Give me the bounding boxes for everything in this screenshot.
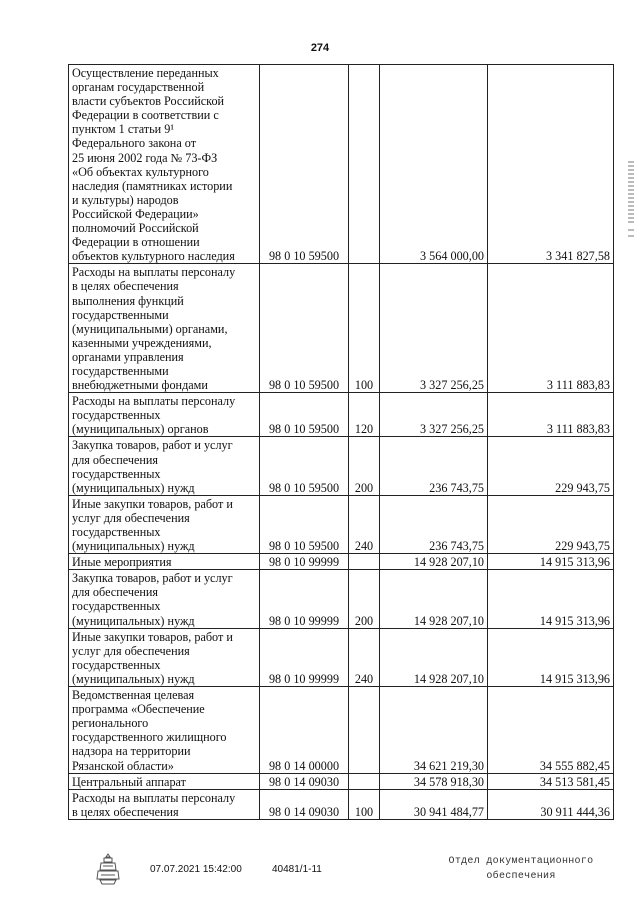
row-code-cell (260, 437, 349, 495)
row-code-cell (260, 570, 349, 628)
row-amount-2-cell (488, 437, 614, 495)
row-code-cell (260, 554, 349, 570)
row-name-text: Расходы на выплаты персоналу в целях обеспечения выполнения функций государственными (муниципальными) органами, казенными учреждениями, органами управления государственными внебюджетными фондами (72, 265, 236, 393)
row-type-text: 200 (354, 480, 374, 495)
row-type-text: 240 (354, 671, 374, 686)
row-amount-2-text: 14 915 313,96 (539, 613, 610, 628)
row-type-text: 100 (354, 804, 374, 819)
row-name-text: Иные закупки товаров, работ и услуг для обеспечения государственных (муниципальных) нужд (72, 496, 233, 554)
row-type-text: 240 (354, 539, 374, 554)
row-amount-1-text: 3 327 256,25 (420, 378, 484, 393)
table-row (69, 65, 614, 264)
row-name-text: Закупка товаров, работ и услуг для обеспечения государственных (муниципальных) нужд (72, 438, 233, 495)
footer-department-stamp (436, 854, 606, 884)
row-type-cell (349, 495, 380, 553)
emblem-icon (95, 852, 121, 886)
row-amount-1-text: 34 621 219,30 (413, 758, 484, 773)
row-amount-1-text: 236 743,75 (429, 480, 484, 495)
row-name-text: Иные мероприятия (72, 555, 172, 570)
row-amount-2-text: 14 915 313,96 (539, 671, 610, 686)
page-number: 274 (310, 42, 330, 54)
budget-table (68, 64, 614, 820)
row-amount-1-cell (380, 554, 488, 570)
row-amount-1-cell (380, 65, 488, 264)
row-amount-1-text: 14 928 207,10 (413, 555, 484, 570)
row-amount-1-text: 3 327 256,25 (420, 422, 484, 437)
row-amount-1-cell (380, 393, 488, 437)
row-amount-1-cell (380, 264, 488, 393)
row-code-cell (260, 495, 349, 553)
row-amount-2-cell (488, 687, 614, 774)
row-name-text: Ведомственная целевая программа «Обеспечение регионального государственного жилищного надзора на территории Рязанской области» (72, 688, 227, 773)
table-row (69, 628, 614, 686)
row-amount-1-cell (380, 789, 488, 819)
footer-document-number: 40481/1-11 (272, 864, 322, 875)
table-row (69, 773, 614, 789)
row-type-cell (349, 65, 380, 264)
row-type-cell (349, 628, 380, 686)
row-code-text: 98 0 14 09030 (268, 804, 340, 819)
row-amount-2-cell (488, 495, 614, 553)
row-code-cell (260, 264, 349, 393)
row-amount-2-cell (488, 65, 614, 264)
row-code-cell (260, 628, 349, 686)
table-row (69, 393, 614, 437)
row-type-cell (349, 437, 380, 495)
row-amount-1-cell (380, 773, 488, 789)
row-amount-2-cell (488, 789, 614, 819)
row-code-text: 98 0 10 59500 (268, 422, 340, 437)
row-code-text: 98 0 10 59500 (268, 249, 340, 264)
row-amount-1-cell (380, 628, 488, 686)
row-name-cell (69, 437, 260, 495)
row-amount-1-text: 34 578 918,30 (413, 774, 484, 789)
row-amount-1-text: 14 928 207,10 (413, 613, 484, 628)
row-code-cell (260, 393, 349, 437)
row-amount-2-text: 30 911 444,36 (540, 804, 610, 819)
row-amount-2-cell (488, 554, 614, 570)
table-row (69, 554, 614, 570)
row-type-cell (349, 393, 380, 437)
table-row (69, 495, 614, 553)
row-amount-1-text: 3 564 000,00 (420, 249, 484, 264)
row-code-text: 98 0 10 99999 (268, 613, 340, 628)
row-amount-2-cell (488, 628, 614, 686)
row-amount-1-cell (380, 570, 488, 628)
row-name-cell (69, 495, 260, 553)
row-code-text: 98 0 14 00000 (268, 758, 340, 773)
table-row (69, 789, 614, 819)
table-row (69, 437, 614, 495)
row-code-cell (260, 687, 349, 774)
row-code-text: 98 0 10 59500 (268, 378, 340, 393)
budget-table-body (69, 65, 614, 820)
row-amount-2-text: 34 555 882,45 (539, 758, 610, 773)
row-amount-2-text: 34 513 581,45 (539, 774, 610, 789)
footer-datetime: 07.07.2021 15:42:00 (150, 864, 242, 875)
row-name-cell (69, 773, 260, 789)
department-line-1: Отдел документационного (448, 856, 594, 867)
row-name-text: Иные закупки товаров, работ и услуг для обеспечения государственных (муниципальных) нужд (72, 629, 233, 686)
row-type-cell (349, 773, 380, 789)
row-amount-2-cell (488, 773, 614, 789)
row-name-cell (69, 789, 260, 819)
row-code-text: 98 0 10 59500 (268, 480, 340, 495)
row-type-cell (349, 554, 380, 570)
table-row (69, 570, 614, 628)
table-row (69, 687, 614, 774)
row-name-cell (69, 687, 260, 774)
row-name-text: Закупка товаров, работ и услуг для обеспечения государственных (муниципальных) нужд (72, 571, 233, 628)
row-code-text: 98 0 10 59500 (268, 539, 340, 554)
row-amount-1-cell (380, 495, 488, 553)
row-amount-2-text: 3 111 883,83 (546, 422, 610, 437)
row-name-cell (69, 628, 260, 686)
row-amount-2-text: 229 943,75 (555, 539, 610, 554)
row-name-cell (69, 264, 260, 393)
row-name-cell (69, 554, 260, 570)
row-amount-2-cell (488, 264, 614, 393)
row-type-cell (349, 789, 380, 819)
row-type-cell (349, 264, 380, 393)
row-amount-1-cell (380, 437, 488, 495)
row-name-cell (69, 570, 260, 628)
row-amount-1-text: 14 928 207,10 (413, 671, 484, 686)
row-code-cell (260, 773, 349, 789)
row-amount-1-text: 30 941 484,77 (413, 804, 484, 819)
department-line-2: обеспечения (486, 871, 556, 882)
row-name-cell (69, 65, 260, 264)
row-amount-2-text: 3 341 827,58 (546, 249, 610, 264)
row-name-text: Расходы на выплаты персоналу государственных (муниципальных) органов (72, 394, 236, 437)
row-name-text: Расходы на выплаты персоналу в целях обеспечения (72, 790, 236, 819)
row-amount-2-cell (488, 570, 614, 628)
row-code-cell (260, 789, 349, 819)
row-code-text: 98 0 10 99999 (268, 555, 340, 570)
row-code-text: 98 0 10 99999 (268, 671, 340, 686)
row-type-cell (349, 570, 380, 628)
row-amount-2-cell (488, 393, 614, 437)
row-amount-2-text: 229 943,75 (555, 480, 610, 495)
row-type-text: 100 (354, 378, 374, 393)
page-footer (0, 848, 640, 898)
row-type-text: 200 (354, 613, 374, 628)
row-code-cell (260, 65, 349, 264)
row-amount-1-text: 236 743,75 (429, 539, 484, 554)
row-amount-2-text: 3 111 883,83 (546, 378, 610, 393)
row-name-cell (69, 393, 260, 437)
row-amount-1-cell (380, 687, 488, 774)
scan-edge-marks (626, 160, 636, 240)
row-name-text: Центральный аппарат (72, 774, 186, 789)
row-code-text: 98 0 14 09030 (268, 774, 340, 789)
row-name-text: Осуществление переданных органам государственной власти субъектов Российской Федерации в соответствии с пунктом 1 статьи 9¹ Федерального закона от 25 июня 2002 года № 73-ФЗ «Об объектах культурного наследия (памятниках истории и культуры) народов Российской Федерации» полномочий Российской Федерации в отношении объектов культурного наследия (72, 66, 235, 264)
row-amount-2-text: 14 915 313,96 (539, 555, 610, 570)
row-type-text: 120 (354, 422, 374, 437)
row-type-cell (349, 687, 380, 774)
table-row (69, 264, 614, 393)
